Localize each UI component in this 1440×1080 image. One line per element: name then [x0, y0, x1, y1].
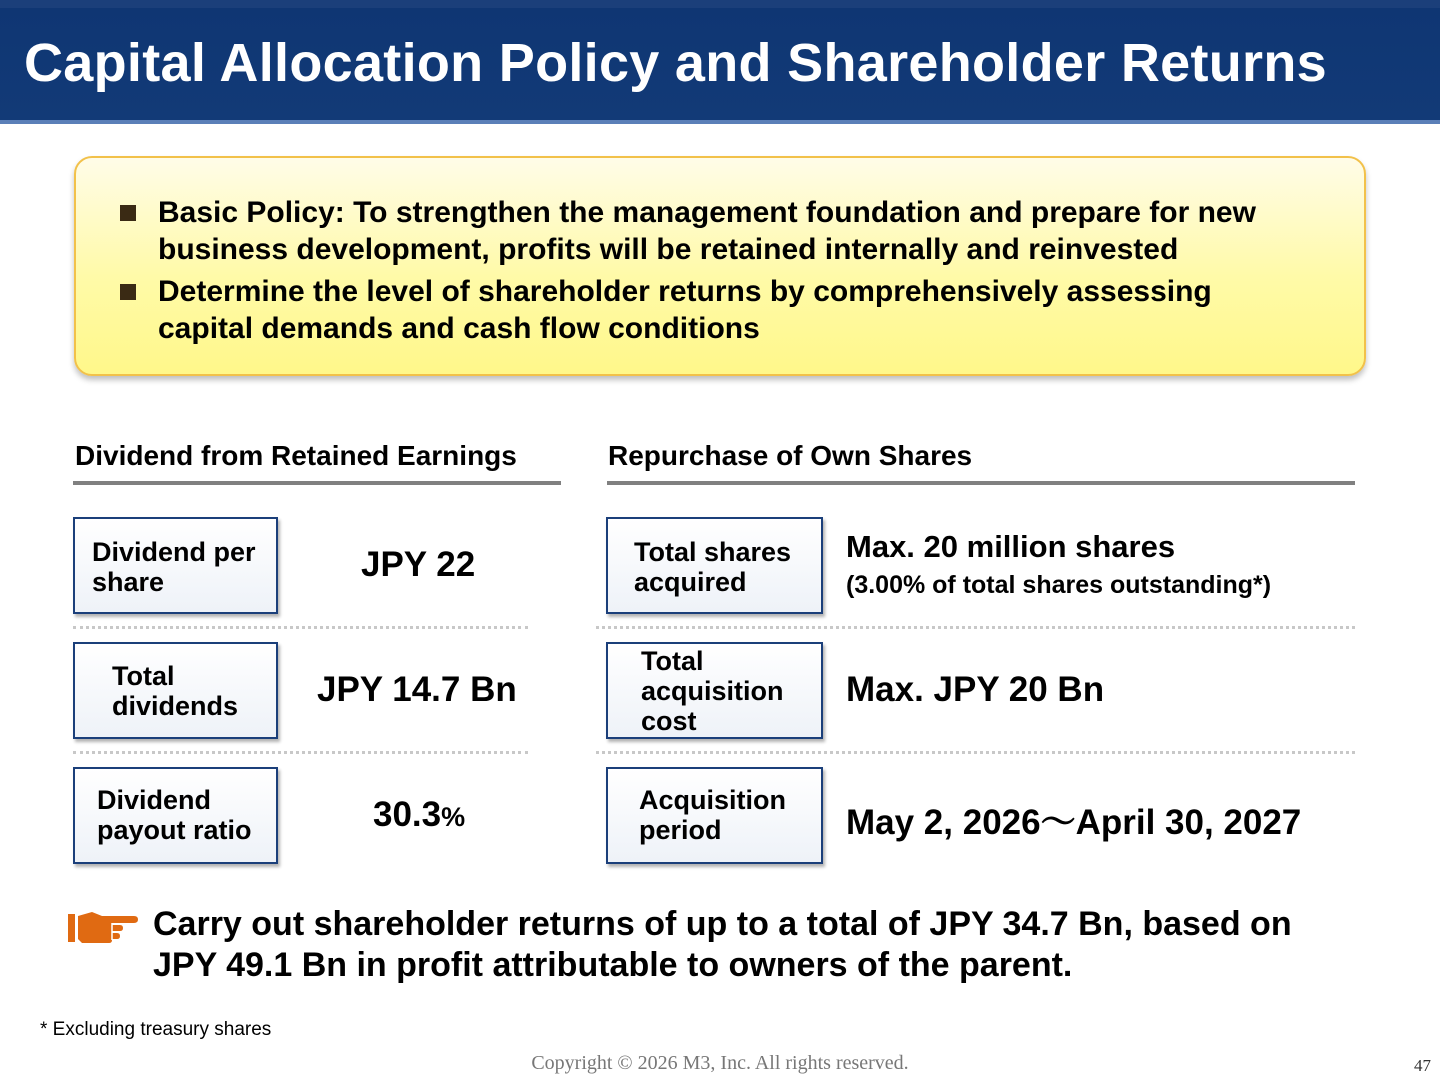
label-line: acquired	[634, 567, 747, 597]
policy-bullet-line: capital demands and cash flow conditions	[158, 312, 760, 345]
conclusion-line: JPY 49.1 Bn in profit attributable to owners of the parent.	[153, 946, 1073, 984]
repurchase-heading-rule	[607, 481, 1355, 485]
footnote: * Excluding treasury shares	[40, 1019, 272, 1040]
repurchase-section-heading: Repurchase of Own Shares	[608, 440, 973, 471]
basic-policy-box	[74, 156, 1366, 376]
total-shares-acquired-value: Max. 20 million shares	[846, 529, 1176, 564]
total-shares-acquired-note: (3.00% of total shares outstanding*)	[846, 571, 1272, 599]
dividend-per-share-value: JPY 22	[361, 545, 476, 584]
payout-ratio-number: 30.3	[373, 795, 442, 834]
label-line: period	[639, 815, 722, 845]
total-dividends-label	[73, 642, 278, 739]
label-line: Dividend per	[92, 537, 256, 567]
dividend-payout-ratio-label	[73, 767, 278, 864]
acquisition-period-label	[606, 767, 823, 864]
label-line: Dividend	[97, 785, 212, 815]
label-line: payout ratio	[97, 815, 252, 845]
conclusion-text	[153, 904, 1393, 986]
policy-bullet	[120, 194, 1340, 268]
row-divider	[596, 751, 1355, 754]
label-line: Total	[112, 661, 175, 691]
pointing-hand-icon	[68, 908, 138, 946]
slide-title: Capital Allocation Policy and Shareholder Returns	[24, 33, 1327, 93]
dividend-heading-rule	[73, 481, 561, 485]
slide-header	[0, 8, 1440, 124]
total-acquisition-cost-label	[606, 642, 823, 739]
copyright-notice: Copyright © 2026 M3, Inc. All rights reserved.	[531, 1052, 909, 1074]
payout-ratio-unit: %	[441, 802, 466, 832]
conclusion-line: Carry out shareholder returns of up to a total of JPY 34.7 Bn, based on	[153, 905, 1292, 943]
label-line: cost	[641, 706, 697, 736]
square-bullet-icon	[120, 284, 136, 300]
row-divider	[596, 626, 1355, 629]
acquisition-period-value: May 2, 2026～April 30, 2027	[846, 803, 1302, 842]
dividend-payout-ratio-value	[373, 795, 465, 835]
dividend-per-share-label	[73, 517, 278, 614]
row-divider	[73, 626, 528, 629]
label-line: Total	[641, 646, 704, 676]
total-dividends-value: JPY 14.7 Bn	[317, 670, 517, 709]
top-accent-line	[0, 0, 1440, 8]
policy-bullet-line: Basic Policy: To strengthen the management foundation and prepare for new	[158, 196, 1256, 229]
label-line: share	[92, 567, 165, 597]
policy-bullet-line: business development, profits will be retained internally and reinvested	[158, 233, 1179, 266]
label-line: Acquisition	[639, 785, 786, 815]
label-line: acquisition	[641, 676, 784, 706]
policy-bullet-line: Determine the level of shareholder returns by comprehensively assessing	[158, 275, 1212, 308]
row-divider	[73, 751, 528, 754]
square-bullet-icon	[120, 205, 136, 221]
label-line: dividends	[112, 691, 239, 721]
policy-bullet	[120, 273, 1340, 347]
total-acquisition-cost-value: Max. JPY 20 Bn	[846, 670, 1105, 709]
label-line: Total shares	[634, 537, 792, 567]
dividend-section-heading: Dividend from Retained Earnings	[75, 440, 517, 471]
page-number: 47	[1414, 1056, 1431, 1075]
total-shares-acquired-label	[606, 517, 823, 614]
